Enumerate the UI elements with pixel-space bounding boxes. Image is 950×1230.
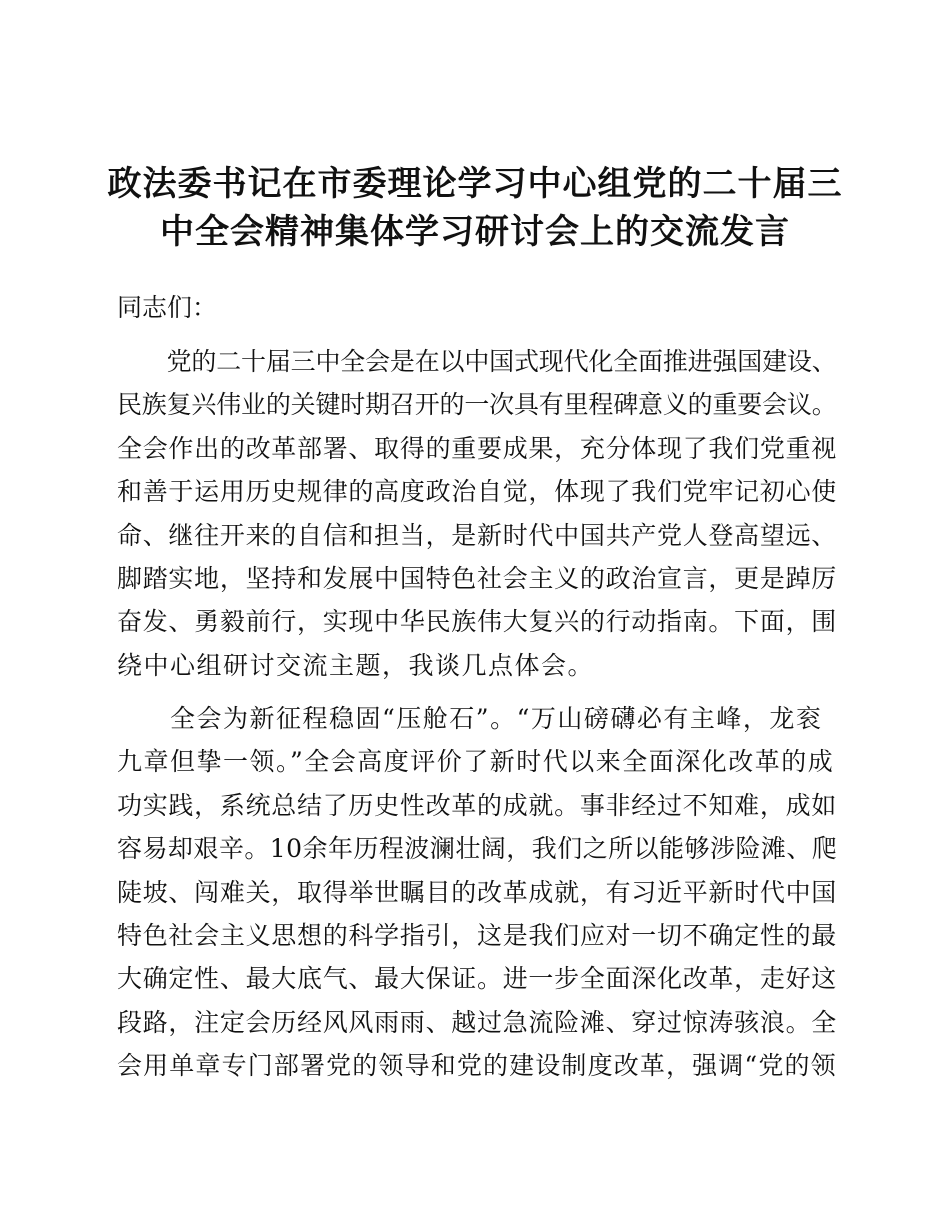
text-line: 奋发、勇毅前行，实现中华民族伟大复兴的行动指南。下面，围 xyxy=(117,607,838,637)
text-line: 特色社会主义思想的科学指引，这是我们应对一切不确定性的最 xyxy=(117,921,838,951)
text-line: 功实践，系统总结了历史性改革的成就。事非经过不知难，成如 xyxy=(117,790,838,820)
paragraph-intro xyxy=(117,340,837,687)
text-line: 民族复兴伟业的关键时期召开的一次具有里程碑意义的重要会议。 xyxy=(117,390,837,420)
text-line: 全会作出的改革部署、取得的重要成果，充分体现了我们党重视 xyxy=(117,433,838,463)
text-line: 命、继往开来的自信和担当，是新时代中国共产党人登高望远、 xyxy=(117,520,838,550)
text-line: 段路，注定会历经风风雨雨、越过急流险滩、穿过惊涛骇浪。全 xyxy=(117,1007,838,1037)
title-line: 中全会精神集体学习研讨会上的交流发言 xyxy=(160,212,790,252)
title-line: 政法委书记在市委理论学习中心组党的二十届三 xyxy=(107,164,843,204)
text-line: 脚踏实地，坚持和发展中国特色社会主义的政治宣言，更是踔厉 xyxy=(117,564,838,594)
text-line: 全会为新征程稳固“压舱石”。“万山磅礴必有主峰，龙衮 xyxy=(117,704,823,733)
text-line: 容易却艰辛。10余年历程波澜壮阔，我们之所以能够涉险滩、爬 xyxy=(117,834,838,864)
text-line: 大确定性、最大底气、最大保证。进一步全面深化改革，走好这 xyxy=(117,964,838,994)
text-line: 绕中心组研讨交流主题，我谈几点体会。 xyxy=(117,650,595,680)
salutation: 同志们： xyxy=(117,293,218,322)
text-line: 九章但挚一领。”全会高度评价了新时代以来全面深化改革的成 xyxy=(117,747,835,777)
paragraph-ballast-stone xyxy=(117,697,837,1088)
document-title xyxy=(100,160,850,256)
text-line: 陡坡、闯难关，取得举世瞩目的改革成就，有习近平新时代中国 xyxy=(117,877,838,907)
text-line: 和善于运用历史规律的高度政治自觉，体现了我们党牢记初心使 xyxy=(117,477,838,507)
text-line: 会用单章专门部署党的领导和党的建设制度改革，强调“党的领 xyxy=(117,1051,837,1081)
text-line: 党的二十届三中全会是在以中国式现代化全面推进强国建设、 xyxy=(117,347,837,376)
